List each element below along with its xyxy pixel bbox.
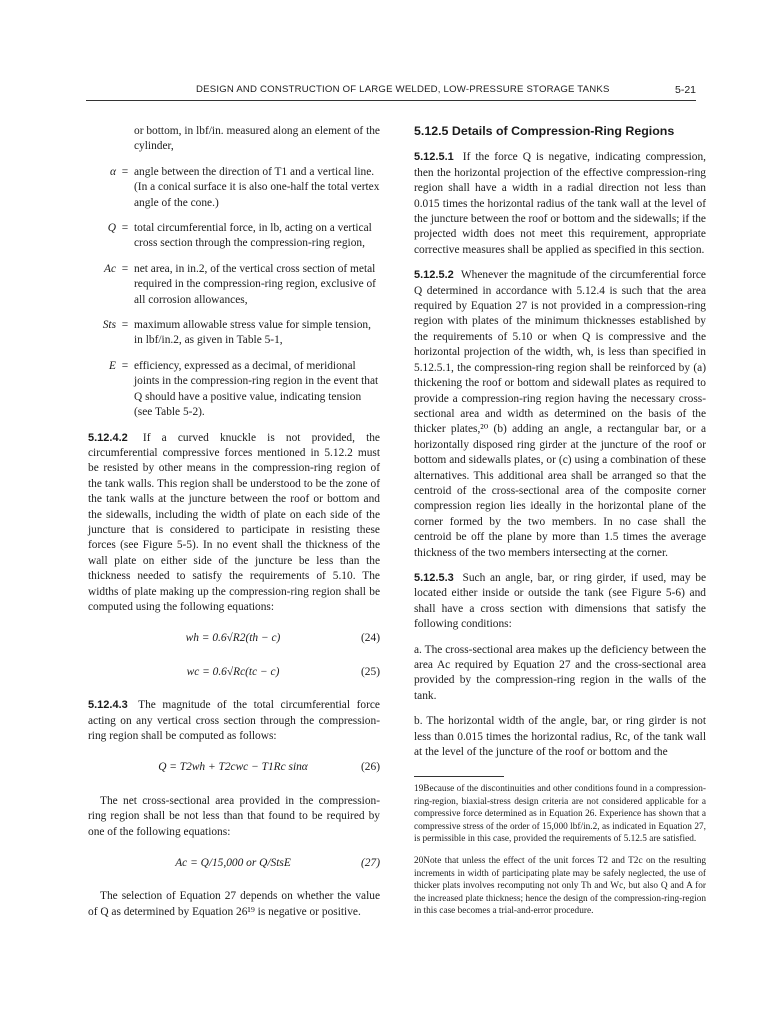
footnote-19: 19Because of the discontinuities and other conditions found in a compression-ring-region, biaxial-stress design criteria are not considered applicable for a compressive force determined as in Equation 26. Experience has shown that a compressive stress of the order of 15,000 lbf/in.2, as indicated in Equation 27, is permissible in this case, provided the requirements of 5.12.5 are satisfied. [414,784,706,845]
definition-equals: = [121,165,129,178]
paragraph-number: 5.12.5.3 [414,571,454,584]
equation-expression: wc = 0.6√Rc(tc − c) [186,665,280,678]
equation-25 [88,665,380,680]
footnote-20: 20Note that unless the effect of the unit forces T2 and T2c on the resulting increments in width of participating plate may be safely neglected, the use of thicker plats involves recomputing not only Th and Wc, but also Q and A for the increased plate thickness; hence the design of the compression-ring-region in this case becomes a trial-and-error procedure. [414,856,706,917]
equation-number: (27) [361,857,380,870]
list-item-a: a. The cross-sectional area makes up the deficiency between the area Ac required by Equation 27 and the cross-sectional area provided by the compression-ring region in the walls of the tank. [414,643,706,702]
list-item-b: b. The horizontal width of the angle, bar, or ring girder is not less than 0.015 times the horizontal radius, Rc, of the tank wall at the level of the juncture of the roof or bottom and the [414,715,706,759]
definition-item [88,318,380,349]
running-header-title: DESIGN AND CONSTRUCTION OF LARGE WELDED, LOW-PRESSURE STORAGE TANKS [196,84,610,95]
definition-text: total circumferential force, in lb, acting on a vertical cross section through the compression-ring region, [134,222,372,250]
equation-expression: Q = T2wh + T2cwc − T1Rc sinα [158,761,308,774]
paragraph-text: If the force Q is negative, indicating compression, then the horizontal projection of the effective compression-ring region shall have a width in a radial direction not less than 0.015 times the horizontal radius of the tank wall at the level of the juncture between the roof or bottom and the sidewalls; if the projected width does not meet this requirement, appropriate corrective measures shall be applied as specified in this section. [414,151,706,256]
paragraph-text: If a curved knuckle is not provided, the circumferential compressive forces mentioned in 5.12.2 must be resisted by other means in the compression-ring region of the tank walls. This region shall be understood to be the zone of the tank walls at the juncture between the roof or bottom and the sidewalls, including the width of plate on each side of the juncture that is considered to participate in resisting these forces (see Figure 5-5). In no event shall the thickness of the wall plate on either side of the juncture be less than the thickness needed to satisfy the requirements of 5.10. The widths of plate making up the compression-ring region shall be computed using the following equations: [88,431,380,613]
definition-symbol: Ac [103,262,116,275]
equation-number: (26) [361,761,380,774]
paragraph-text: Whenever the magnitude of the circumferential force Q determined in accordance with 5.12.4 is such that the area required by Equation 27 is not provided in a compression-ring region with plates of the minimum thicknesses established by the requirements of 5.10 or when Q is compressive and the horizontal projection of the width, wh, is less than specified in 5.12.5.1, the compression-ring region shall be reinforced by (a) thickening the roof or bottom and sidewall plates as required to provide a compression-ring region having the necessary cross-sectional area and width as determined on the basis of the thicker plates,²⁰ (b) adding an angle, a rectangular bar, or a horizontally disposed ring girder at the juncture of the roof or bottom and sidewalls plates, or (c) using a combination of these alternatives. This additional area shall be arranged so that the centroid of the cross-sectional area of the composite corner compression region lies ideally in the horizontal plane of the corner formed by the two members. In no case shall the centroid be off the plane by more than 1.5 times the average thickness of the two members intersecting at the corner. [414,269,706,559]
header-rule [86,100,696,101]
equation-27 [88,856,380,871]
definition-equals: = [121,262,129,275]
definition-item [88,262,380,308]
definition-item [88,359,380,421]
definition-item [88,221,380,252]
definition-text: maximum allowable stress value for simple tension, in lbf/in.2, as given in Table 5-1, [134,319,371,347]
paragraph-5-12-4-3 [88,698,380,744]
equation-number: (25) [361,665,380,678]
equation-expression: Ac = Q/15,000 or Q/StsE [175,857,291,870]
paragraph-number: 5.12.4.2 [88,431,128,444]
paragraph-text: The magnitude of the total circumferential force acting on any vertical cross section through the compression-ring region shall be computed as follows: [88,699,380,742]
right-column [414,124,706,928]
continued-definition: or bottom, in lbf/in. measured along an element of the cylinder, [134,125,380,153]
equation-26 [88,760,380,775]
paragraph-5-12-4-2 [88,431,380,616]
paragraph-5-12-5-2 [414,268,706,561]
paragraph-text: Such an angle, bar, or ring girder, if used, may be located either inside or outside the tank (see Figure 5-6) and shall have a cross section with dimensions that satisfy the following conditions: [414,571,706,631]
section-title: 5.12.5 Details of Compression-Ring Regions [414,124,675,138]
paragraph-number: 5.12.5.2 [414,269,454,282]
paragraph-5-12-5-3 [414,571,706,633]
footnote-rule [414,776,504,777]
paragraph-number: 5.12.5.1 [414,151,454,164]
definition-symbol: E [109,359,116,372]
definition-text: angle between the direction of T1 and a vertical line. (In a conical surface it is also one-half the total vertex angle of the cone.) [134,165,380,209]
definition-equals: = [121,359,129,372]
definition-text: efficiency, expressed as a decimal, of meridional joints in the compression-ring region in the event that Q should have a positive value, indicating tension (see Table 5-2). [134,359,379,419]
left-column [88,124,380,930]
equation-24 [88,631,380,646]
definition-symbol: α [110,165,116,178]
definition-equals: = [121,222,129,235]
paragraph-number: 5.12.4.3 [88,699,128,712]
equation-expression: wh = 0.6√R2(th − c) [185,632,281,645]
paragraph-net-area: The net cross-sectional area provided in the compression-ring region shall be not less than that found to be required by one of the following equations: [88,794,380,838]
paragraph-5-12-5-1 [414,150,706,258]
definition-equals: = [121,319,129,332]
page-number: 5-21 [674,84,696,96]
definition-symbol: Sts [102,319,116,332]
definition-symbol: Q [107,222,116,235]
equation-number: (24) [361,632,380,645]
definition-text: net area, in in.2, of the vertical cross section of metal required in the compression-ring region, exclusive of all corrosion allowances, [134,262,376,306]
definition-item [88,165,380,211]
definition-list [88,165,380,421]
paragraph-selection: The selection of Equation 27 depends on whether the value of Q as determined by Equation 26¹⁹ is negative or positive. [88,890,380,918]
